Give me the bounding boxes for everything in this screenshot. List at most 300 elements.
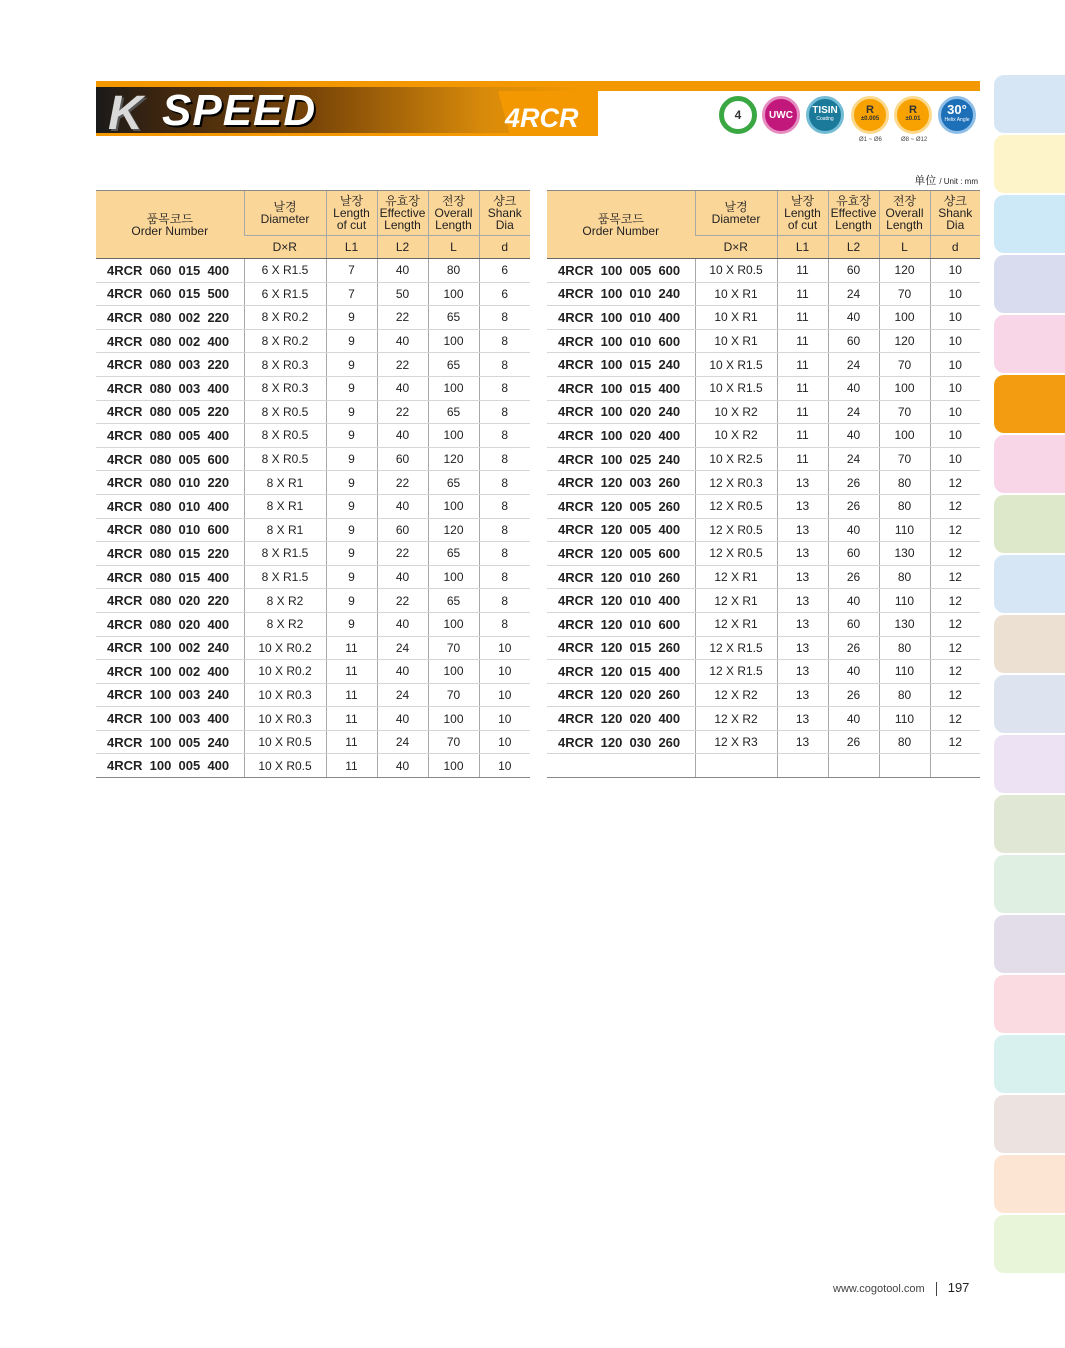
header-diameter: 날경 Diameter [695, 191, 777, 236]
diameter-cell: 12 X R0.5 [695, 494, 777, 518]
table-row [547, 730, 980, 754]
header-symbol-d: d [930, 236, 980, 259]
section-tab-7[interactable] [994, 435, 1065, 493]
shank-dia-cell: 10 [930, 282, 980, 306]
order-number-cell: 4RCR 080 010 400 [96, 494, 244, 518]
overall-length-cell: 110 [879, 589, 930, 613]
shank-dia-cell: 10 [479, 636, 530, 660]
badge-caption-2: Ø8 ~ Ø12 [901, 137, 928, 143]
header-effective-length: 유효장 Effective Length [377, 191, 428, 236]
effective-length-cell: 26 [828, 565, 879, 589]
length-of-cut-cell: 13 [777, 707, 828, 731]
overall-length-cell: 70 [428, 730, 479, 754]
effective-length-cell [828, 754, 879, 778]
order-number-cell: 4RCR 080 005 600 [96, 447, 244, 471]
shank-dia-cell: 12 [930, 612, 980, 636]
diameter-cell: 8 X R0.2 [244, 306, 326, 330]
diameter-cell: 12 X R0.5 [695, 542, 777, 566]
shank-dia-cell: 12 [930, 518, 980, 542]
diameter-cell: 10 X R1.5 [695, 376, 777, 400]
diameter-cell: 10 X R0.5 [244, 754, 326, 778]
length-of-cut-cell: 11 [326, 707, 377, 731]
shank-dia-cell: 8 [479, 353, 530, 377]
order-number-cell: 4RCR 080 015 220 [96, 542, 244, 566]
diameter-cell: 10 X R2 [695, 424, 777, 448]
table-row [96, 589, 530, 613]
effective-length-cell: 26 [828, 494, 879, 518]
table-row [96, 660, 530, 684]
overall-length-cell: 100 [428, 424, 479, 448]
order-number-cell: 4RCR 100 005 240 [96, 730, 244, 754]
length-of-cut-cell: 9 [326, 471, 377, 495]
shank-dia-cell: 10 [930, 400, 980, 424]
table-row [547, 612, 980, 636]
order-number-cell: 4RCR 080 020 220 [96, 589, 244, 613]
overall-length-cell: 100 [428, 612, 479, 636]
effective-length-cell: 40 [828, 660, 879, 684]
effective-length-cell: 22 [377, 589, 428, 613]
r1-tol: ±0.005 [860, 116, 880, 122]
length-of-cut-cell: 13 [777, 565, 828, 589]
shank-dia-cell: 8 [479, 494, 530, 518]
order-number-cell: 4RCR 060 015 500 [96, 282, 244, 306]
section-tab-19[interactable] [994, 1155, 1065, 1213]
order-number-cell: 4RCR 120 015 260 [547, 636, 695, 660]
length-of-cut-cell: 9 [326, 612, 377, 636]
order-number-cell [547, 754, 695, 778]
section-tab-6[interactable] [994, 375, 1065, 433]
table-row [96, 471, 530, 495]
effective-length-cell: 40 [377, 424, 428, 448]
length-of-cut-cell: 13 [777, 542, 828, 566]
header-length-of-cut: 날장 Length of cut [777, 191, 828, 236]
effective-length-cell: 60 [828, 329, 879, 353]
section-tab-14[interactable] [994, 855, 1065, 913]
diameter-cell: 10 X R1 [695, 306, 777, 330]
length-of-cut-cell: 9 [326, 400, 377, 424]
table-row [547, 376, 980, 400]
length-of-cut-cell: 13 [777, 636, 828, 660]
tisin-label: TISIN [812, 105, 838, 116]
section-tab-4[interactable] [994, 255, 1065, 313]
effective-length-cell: 24 [828, 400, 879, 424]
table-row [547, 683, 980, 707]
diameter-cell: 6 X R1.5 [244, 259, 326, 283]
length-of-cut-cell: 11 [777, 376, 828, 400]
shank-dia-cell: 8 [479, 376, 530, 400]
shank-dia-cell: 10 [479, 707, 530, 731]
table-row [547, 329, 980, 353]
table-row [547, 754, 980, 778]
table-row [547, 660, 980, 684]
diameter-cell: 12 X R1.5 [695, 636, 777, 660]
page-footer [833, 1280, 969, 1296]
effective-length-cell: 24 [377, 683, 428, 707]
section-tab-9[interactable] [994, 555, 1065, 613]
length-of-cut-cell: 9 [326, 542, 377, 566]
overall-length-cell: 100 [428, 660, 479, 684]
overall-length-cell [879, 754, 930, 778]
order-number-cell: 4RCR 120 020 260 [547, 683, 695, 707]
overall-length-cell: 120 [879, 259, 930, 283]
effective-length-cell: 24 [828, 447, 879, 471]
order-number-cell: 4RCR 100 020 400 [547, 424, 695, 448]
overall-length-cell: 65 [428, 306, 479, 330]
order-number-cell: 4RCR 080 020 400 [96, 612, 244, 636]
length-of-cut-cell: 11 [777, 424, 828, 448]
overall-length-cell: 80 [879, 565, 930, 589]
order-number-cell: 4RCR 080 002 400 [96, 329, 244, 353]
shank-dia-cell: 10 [479, 660, 530, 684]
diameter-cell: 8 X R0.5 [244, 424, 326, 448]
table-row [547, 282, 980, 306]
diameter-cell: 10 X R0.5 [695, 259, 777, 283]
table-row [96, 353, 530, 377]
length-of-cut-cell: 13 [777, 494, 828, 518]
table-row [547, 636, 980, 660]
overall-length-cell: 100 [879, 306, 930, 330]
shank-dia-cell: 12 [930, 636, 980, 660]
length-of-cut-cell: 9 [326, 494, 377, 518]
order-number-cell: 4RCR 120 005 600 [547, 542, 695, 566]
overall-length-cell: 100 [428, 565, 479, 589]
table-row [96, 518, 530, 542]
shank-dia-cell: 8 [479, 542, 530, 566]
table-row [96, 329, 530, 353]
table-row [547, 353, 980, 377]
diameter-cell [695, 754, 777, 778]
table-row [547, 707, 980, 731]
header-overall-length: 전장 Overall Length [428, 191, 479, 236]
effective-length-cell: 24 [828, 353, 879, 377]
header-shank-dia: 샹크 Shank Dia [930, 191, 980, 236]
header-diameter: 날경 Diameter [244, 191, 326, 236]
shank-dia-cell: 10 [930, 447, 980, 471]
diameter-cell: 8 X R2 [244, 589, 326, 613]
effective-length-cell: 40 [377, 612, 428, 636]
overall-length-cell: 70 [879, 447, 930, 471]
overall-length-cell: 100 [879, 376, 930, 400]
effective-length-cell: 26 [828, 636, 879, 660]
radius-tolerance-icon-small [851, 96, 889, 134]
effective-length-cell: 40 [377, 565, 428, 589]
order-number-cell: 4RCR 100 005 600 [547, 259, 695, 283]
table-row [547, 424, 980, 448]
table-row [547, 471, 980, 495]
shank-dia-cell: 8 [479, 306, 530, 330]
order-number-cell: 4RCR 120 005 260 [547, 494, 695, 518]
table-row [547, 589, 980, 613]
order-number-cell: 4RCR 100 015 400 [547, 376, 695, 400]
length-of-cut-cell: 11 [326, 660, 377, 684]
table-row [96, 565, 530, 589]
effective-length-cell: 40 [828, 424, 879, 448]
brand-logo-speed: SPEED [162, 86, 317, 135]
section-tab-13[interactable] [994, 795, 1065, 853]
shank-dia-cell: 8 [479, 612, 530, 636]
tisin-sub: Coating [816, 116, 834, 122]
diameter-cell: 8 X R1 [244, 471, 326, 495]
table-row [547, 542, 980, 566]
section-tab-15[interactable] [994, 915, 1065, 973]
effective-length-cell: 26 [828, 730, 879, 754]
radius-tolerance-icon-large [894, 96, 932, 134]
overall-length-cell: 100 [428, 494, 479, 518]
order-number-cell: 4RCR 100 002 240 [96, 636, 244, 660]
effective-length-cell: 22 [377, 471, 428, 495]
section-tab-11[interactable] [994, 675, 1065, 733]
overall-length-cell: 80 [879, 471, 930, 495]
order-number-cell: 4RCR 080 005 400 [96, 424, 244, 448]
page-number: 197 [947, 1280, 970, 1295]
shank-dia-cell: 10 [930, 353, 980, 377]
angle-sub: Helix Angle [944, 117, 970, 123]
shank-dia-cell: 10 [930, 306, 980, 330]
order-number-cell: 4RCR 120 003 260 [547, 471, 695, 495]
shank-dia-cell: 12 [930, 471, 980, 495]
order-number-cell: 4RCR 120 015 400 [547, 660, 695, 684]
order-number-cell: 4RCR 100 015 240 [547, 353, 695, 377]
length-of-cut-cell: 11 [777, 306, 828, 330]
effective-length-cell: 26 [828, 683, 879, 707]
shank-dia-cell: 10 [930, 376, 980, 400]
diameter-cell: 12 X R1.5 [695, 660, 777, 684]
shank-dia-cell: 8 [479, 424, 530, 448]
length-of-cut-cell: 13 [777, 660, 828, 684]
shank-dia-cell: 8 [479, 565, 530, 589]
table-row [96, 730, 530, 754]
header-symbol-dxr: D×R [695, 236, 777, 259]
diameter-cell: 10 X R1 [695, 329, 777, 353]
length-of-cut-cell: 7 [326, 259, 377, 283]
diameter-cell: 12 X R2 [695, 683, 777, 707]
header-overall-length: 전장 Overall Length [879, 191, 930, 236]
overall-length-cell: 100 [428, 329, 479, 353]
effective-length-cell: 22 [377, 306, 428, 330]
overall-length-cell: 100 [428, 282, 479, 306]
order-number-cell: 4RCR 080 005 220 [96, 400, 244, 424]
table-row [547, 494, 980, 518]
length-of-cut-cell [777, 754, 828, 778]
length-of-cut-cell: 9 [326, 589, 377, 613]
length-of-cut-cell: 11 [326, 754, 377, 778]
shank-dia-cell: 12 [930, 565, 980, 589]
tisin-coating-icon [806, 96, 844, 134]
effective-length-cell: 24 [377, 636, 428, 660]
shank-dia-cell: 10 [479, 754, 530, 778]
section-tab-3[interactable] [994, 195, 1065, 253]
diameter-cell: 8 X R0.5 [244, 447, 326, 471]
length-of-cut-cell: 11 [326, 636, 377, 660]
unit-label [914, 172, 978, 188]
section-tab-12[interactable] [994, 735, 1065, 793]
section-tab-1[interactable] [994, 75, 1065, 133]
header-effective-length: 유효장 Effective Length [828, 191, 879, 236]
shank-dia-cell: 6 [479, 282, 530, 306]
length-of-cut-cell: 11 [777, 353, 828, 377]
table-row [96, 612, 530, 636]
shank-dia-cell: 8 [479, 589, 530, 613]
diameter-cell: 12 X R1 [695, 589, 777, 613]
uwc-icon [762, 96, 800, 134]
order-number-cell: 4RCR 120 010 400 [547, 589, 695, 613]
diameter-cell: 8 X R1 [244, 518, 326, 542]
shank-dia-cell: 10 [930, 259, 980, 283]
table-row [547, 259, 980, 283]
order-number-cell: 4RCR 080 015 400 [96, 565, 244, 589]
order-number-cell: 4RCR 100 010 240 [547, 282, 695, 306]
overall-length-cell: 70 [879, 282, 930, 306]
order-number-cell: 4RCR 100 020 240 [547, 400, 695, 424]
table-row [96, 542, 530, 566]
table-row [96, 494, 530, 518]
effective-length-cell: 40 [828, 589, 879, 613]
table-row [96, 259, 530, 283]
overall-length-cell: 130 [879, 612, 930, 636]
overall-length-cell: 100 [428, 707, 479, 731]
diameter-cell: 8 X R0.2 [244, 329, 326, 353]
table-row [96, 683, 530, 707]
length-of-cut-cell: 11 [326, 683, 377, 707]
length-of-cut-cell: 13 [777, 518, 828, 542]
diameter-cell: 6 X R1.5 [244, 282, 326, 306]
section-tab-10[interactable] [994, 615, 1065, 673]
section-tab-17[interactable] [994, 1035, 1065, 1093]
flute-count: 4 [734, 108, 742, 122]
overall-length-cell: 70 [879, 353, 930, 377]
diameter-cell: 10 X R0.2 [244, 636, 326, 660]
length-of-cut-cell: 13 [777, 612, 828, 636]
diameter-cell: 8 X R1 [244, 494, 326, 518]
overall-length-cell: 100 [428, 376, 479, 400]
effective-length-cell: 40 [377, 660, 428, 684]
section-tab-16[interactable] [994, 975, 1065, 1033]
flute-count-icon [719, 96, 757, 134]
overall-length-cell: 100 [879, 424, 930, 448]
length-of-cut-cell: 11 [777, 329, 828, 353]
model-title: 4RCR [505, 103, 579, 133]
table-row [547, 518, 980, 542]
order-number-cell: 4RCR 100 010 400 [547, 306, 695, 330]
overall-length-cell: 120 [879, 329, 930, 353]
order-number-cell: 4RCR 120 030 260 [547, 730, 695, 754]
shank-dia-cell: 12 [930, 707, 980, 731]
spec-table-right [547, 190, 980, 778]
diameter-cell: 10 X R0.3 [244, 683, 326, 707]
section-tab-20[interactable] [994, 1215, 1065, 1273]
overall-length-cell: 120 [428, 518, 479, 542]
effective-length-cell: 40 [377, 259, 428, 283]
effective-length-cell: 40 [828, 306, 879, 330]
table-row [96, 306, 530, 330]
effective-length-cell: 40 [828, 376, 879, 400]
length-of-cut-cell: 9 [326, 518, 377, 542]
order-number-cell: 4RCR 100 025 240 [547, 447, 695, 471]
table-row [547, 306, 980, 330]
shank-dia-cell: 12 [930, 730, 980, 754]
header-symbol-l1: L1 [326, 236, 377, 259]
order-number-cell: 4RCR 100 010 600 [547, 329, 695, 353]
length-of-cut-cell: 11 [777, 259, 828, 283]
length-of-cut-cell: 9 [326, 376, 377, 400]
overall-length-cell: 65 [428, 400, 479, 424]
overall-length-cell: 65 [428, 589, 479, 613]
order-number-cell: 4RCR 120 005 400 [547, 518, 695, 542]
overall-length-cell: 110 [879, 518, 930, 542]
diameter-cell: 10 X R0.5 [244, 730, 326, 754]
overall-length-cell: 80 [879, 494, 930, 518]
order-number-cell: 4RCR 100 002 400 [96, 660, 244, 684]
length-of-cut-cell: 13 [777, 730, 828, 754]
section-tab-18[interactable] [994, 1095, 1065, 1153]
shank-dia-cell: 12 [930, 660, 980, 684]
table-row [96, 282, 530, 306]
angle-label: 30° [947, 102, 967, 117]
diameter-cell: 10 X R1.5 [695, 353, 777, 377]
shank-dia-cell: 10 [930, 329, 980, 353]
overall-length-cell: 65 [428, 471, 479, 495]
shank-dia-cell: 8 [479, 447, 530, 471]
order-number-cell: 4RCR 120 010 600 [547, 612, 695, 636]
order-number-cell: 4RCR 060 015 400 [96, 259, 244, 283]
length-of-cut-cell: 11 [777, 447, 828, 471]
diameter-cell: 8 X R0.3 [244, 353, 326, 377]
shank-dia-cell: 12 [930, 589, 980, 613]
diameter-cell: 8 X R2 [244, 612, 326, 636]
order-number-cell: 4RCR 120 020 400 [547, 707, 695, 731]
diameter-cell: 10 X R2.5 [695, 447, 777, 471]
diameter-cell: 12 X R1 [695, 565, 777, 589]
header-symbol-l: L [879, 236, 930, 259]
section-tab-2[interactable] [994, 135, 1065, 193]
order-number-cell: 4RCR 080 002 220 [96, 306, 244, 330]
diameter-cell: 12 X R0.5 [695, 518, 777, 542]
section-tab-5[interactable] [994, 315, 1065, 373]
header-symbol-l1: L1 [777, 236, 828, 259]
table-row [547, 565, 980, 589]
shank-dia-cell: 10 [479, 683, 530, 707]
order-number-cell: 4RCR 100 003 240 [96, 683, 244, 707]
order-number-cell: 4RCR 080 010 600 [96, 518, 244, 542]
overall-length-cell: 70 [879, 400, 930, 424]
overall-length-cell: 100 [428, 754, 479, 778]
diameter-cell: 8 X R1.5 [244, 542, 326, 566]
overall-length-cell: 70 [428, 636, 479, 660]
effective-length-cell: 40 [377, 329, 428, 353]
header-order-number: 품목코드 Order Number [547, 191, 695, 259]
header-symbol-dxr: D×R [244, 236, 326, 259]
badge-caption-1: Ø1 ~ Ø6 [859, 137, 882, 143]
shank-dia-cell: 6 [479, 259, 530, 283]
shank-dia-cell: 8 [479, 518, 530, 542]
overall-length-cell: 120 [428, 447, 479, 471]
length-of-cut-cell: 13 [777, 471, 828, 495]
shank-dia-cell: 10 [930, 424, 980, 448]
table-row [547, 447, 980, 471]
header-order-number: 품목코드 Order Number [96, 191, 244, 259]
length-of-cut-cell: 11 [777, 400, 828, 424]
effective-length-cell: 40 [377, 376, 428, 400]
effective-length-cell: 60 [377, 447, 428, 471]
length-of-cut-cell: 7 [326, 282, 377, 306]
diameter-cell: 10 X R2 [695, 400, 777, 424]
effective-length-cell: 60 [377, 518, 428, 542]
section-tab-8[interactable] [994, 495, 1065, 553]
header-symbol-d: d [479, 236, 530, 259]
overall-length-cell: 70 [428, 683, 479, 707]
unit-label-en: / Unit : mm [939, 177, 978, 186]
table-row [96, 447, 530, 471]
